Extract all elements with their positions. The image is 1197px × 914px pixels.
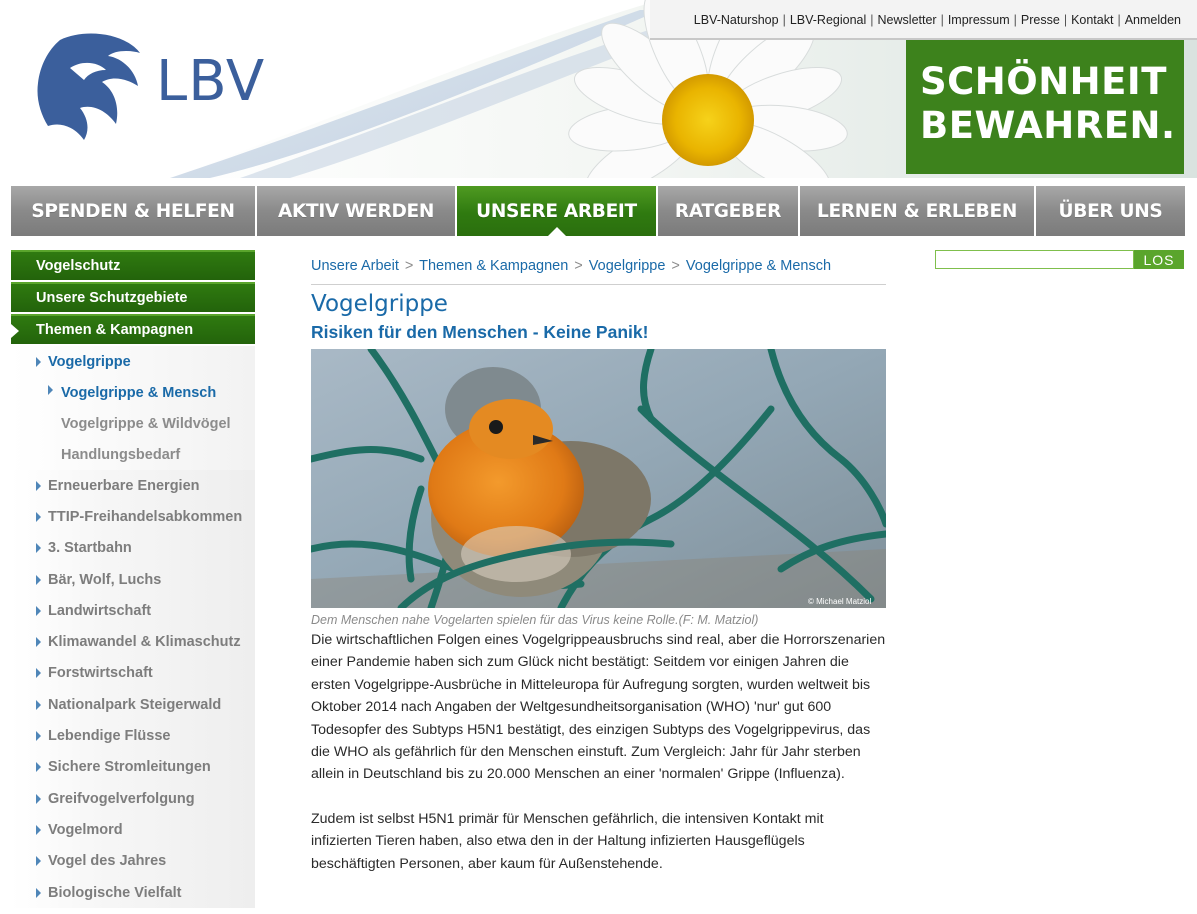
sidebar-item-stromleitungen[interactable] <box>11 752 255 783</box>
sidebar-item-label: Erneuerbare Energien <box>48 477 200 494</box>
sidebar-item-label: 3. Startbahn <box>48 540 132 557</box>
triangle-right-icon <box>36 481 41 491</box>
triangle-right-icon <box>36 606 41 616</box>
triangle-right-icon <box>36 543 41 553</box>
article-paragraph-2: Zudem ist selbst H5N1 primär für Menschen gefährlich, die intensiven Kontakt mit infizierten Tieren haben, also etwa den in der Haltung infizierten Hausgeflügels beschäftigten Personen, aber kaum für Außenstehende. <box>311 810 824 872</box>
nav-spenden-helfen[interactable]: SPENDEN & HELFEN <box>11 186 257 236</box>
photo-caption: Dem Menschen nahe Vogelarten spielen für das Virus keine Rolle.(F: M. Matziol) <box>311 613 759 627</box>
search-submit-button[interactable]: LOS <box>1134 250 1184 269</box>
sidebar-item-label: Sichere Stromleitungen <box>48 759 211 776</box>
sidebar-item-ttip[interactable] <box>11 501 255 532</box>
triangle-right-icon <box>36 794 41 804</box>
sidebar-item-vogel-des-jahres[interactable] <box>11 846 255 877</box>
triangle-right-icon <box>36 825 41 835</box>
sidebar-item-forstwirtschaft[interactable] <box>11 658 255 689</box>
sidebar-item-landwirtschaft[interactable] <box>11 595 255 626</box>
sidebar-subitem-vogelgrippe[interactable] <box>11 346 255 377</box>
nav-aktiv-werden[interactable]: AKTIV WERDEN <box>257 186 457 236</box>
breadcrumb-separator: > <box>404 258 414 274</box>
topnav-impressum-link[interactable]: Impressum <box>947 13 1010 27</box>
sidebar-item-label: Nationalpark Steigerwald <box>48 696 222 713</box>
triangle-right-icon <box>36 762 41 772</box>
triangle-right-icon <box>36 700 41 710</box>
topnav-presse-link[interactable]: Presse <box>1020 13 1060 27</box>
sidebar-item-label: Bär, Wolf, Luchs <box>48 571 162 588</box>
main-content <box>311 250 886 875</box>
topnav-newsletter-link[interactable]: Newsletter <box>877 13 937 27</box>
sidebar-item-greifvogelverfolgung[interactable] <box>11 783 255 814</box>
breadcrumb-vogelgrippe-mensch[interactable]: Vogelgrippe & Mensch <box>685 258 832 274</box>
breadcrumb-separator: > <box>574 258 583 274</box>
sidebar-item-vogelschutz[interactable]: Vogelschutz <box>11 250 255 280</box>
site-header <box>0 0 1197 178</box>
breadcrumb-unsere-arbeit[interactable]: Unsere Arbeit <box>311 258 399 274</box>
sidebar-item-label: TTIP-Freihandelsabkommen <box>48 508 243 525</box>
robin-photo <box>311 349 886 608</box>
sidebar-navigation <box>11 250 255 908</box>
sidebar-subitem-label: Vogelgrippe & Mensch <box>61 384 217 401</box>
sidebar-subitem-vogelgrippe-wildvoegel[interactable]: Vogelgrippe & Wildvögel <box>11 408 255 439</box>
sidebar-item-vogelmord[interactable] <box>11 814 255 845</box>
sidebar-item-lebendige-fluesse[interactable] <box>11 720 255 751</box>
nav-unsere-arbeit[interactable]: UNSERE ARBEIT <box>457 186 658 236</box>
sidebar-item-label: Vogelmord <box>48 821 123 838</box>
triangle-right-icon <box>36 512 41 522</box>
sidebar-item-label: Lebendige Flüsse <box>48 728 171 745</box>
slogan-line-2: BEWAHREN. <box>920 104 1176 147</box>
article-paragraph-1: Die wirtschaftlichen Folgen eines Vogelgrippeausbruchs sind real, aber die Horrorszenarien einer Pandemie haben sich zum Glück nicht bestätigt: Seitdem vor einigen Jahren die ersten Vogelgrippe-Ausbrüche in Mitteleuropa für Aufregung sorgten, wurden weltweit bis Oktober 2014 nach Angaben der Weltgesundheitsorganisation (WHO) 'nur' gut 600 Todesopfer des Subtyps H5N1 bestätigt, des einzigen Subtyps des Vogelgrippevirus, das die WHO als gefährlich für den Menschen einstuft. Zum Vergleich: Jahr für Jahr sterben allein in Deutschland bis zu 20.000 Menschen an einer 'normalen' Grippe (Influenza). <box>311 632 886 783</box>
triangle-right-icon <box>36 731 41 741</box>
triangle-right-icon <box>36 357 41 367</box>
breadcrumb-separator: > <box>671 258 680 274</box>
nav-ueber-uns[interactable]: ÜBER UNS <box>1036 186 1185 236</box>
sidebar-item-label: Klimawandel & Klimaschutz <box>48 634 241 651</box>
nav-ratgeber[interactable]: RATGEBER <box>658 186 800 236</box>
page-title: Vogelgrippe <box>311 291 448 317</box>
logo-text: LBV <box>156 49 266 114</box>
sidebar-item-baer-wolf-luchs[interactable] <box>11 564 255 595</box>
photo-credit: © Michael Matziol <box>808 597 872 606</box>
triangle-right-icon <box>36 888 41 898</box>
triangle-right-icon <box>36 575 41 585</box>
sidebar-item-label: Greifvogelverfolgung <box>48 790 195 807</box>
sidebar-item-schutzgebiete[interactable]: Unsere Schutzgebiete <box>11 282 255 312</box>
breadcrumb <box>311 250 886 285</box>
breadcrumb-vogelgrippe[interactable]: Vogelgrippe <box>588 258 666 274</box>
sidebar-subitem-handlungsbedarf[interactable]: Handlungsbedarf <box>11 439 255 470</box>
sidebar-item-klimawandel[interactable] <box>11 626 255 657</box>
sidebar-item-label: Landwirtschaft <box>48 602 152 619</box>
eagle-logo-icon <box>30 28 155 143</box>
search-input[interactable] <box>935 250 1134 269</box>
topnav-kontakt-link[interactable]: Kontakt <box>1071 13 1114 27</box>
breadcrumb-themen-kampagnen[interactable]: Themen & Kampagnen <box>419 258 569 274</box>
search-box <box>935 250 1184 269</box>
sidebar-item-biologische-vielfalt[interactable] <box>11 877 255 908</box>
sidebar-subitem-label: Vogelgrippe <box>48 353 131 370</box>
triangle-right-icon <box>36 637 41 647</box>
sidebar-subitem-vogelgrippe-mensch[interactable] <box>11 377 255 408</box>
triangle-right-icon <box>48 385 53 395</box>
sidebar-item-label: Biologische Vielfalt <box>48 884 182 901</box>
topnav-naturshop-link[interactable]: LBV-Naturshop <box>693 13 779 27</box>
triangle-right-icon <box>36 856 41 866</box>
sidebar-item-label: Vogel des Jahres <box>48 853 167 870</box>
lbv-logo[interactable] <box>30 28 266 143</box>
nav-lernen-erleben[interactable]: LERNEN & ERLEBEN <box>800 186 1036 236</box>
sidebar-item-label: Forstwirtschaft <box>48 665 153 682</box>
sidebar-item-themen-kampagnen[interactable]: Themen & Kampagnen <box>11 314 255 344</box>
topnav-regional-link[interactable]: LBV-Regional <box>789 13 867 27</box>
header-slogan <box>920 60 1176 148</box>
triangle-right-icon <box>36 668 41 678</box>
slogan-line-1: SCHÖNHEIT <box>920 60 1167 103</box>
sidebar-item-startbahn[interactable] <box>11 533 255 564</box>
top-utility-nav: LBV-Naturshop | LBV-Regional | Newsletter | Impressum | Presse | Kontakt | Anmelden <box>693 13 1181 27</box>
sidebar-item-erneuerbare-energien[interactable] <box>11 470 255 501</box>
sidebar-item-nationalpark[interactable] <box>11 689 255 720</box>
topnav-anmelden-link[interactable]: Anmelden <box>1124 13 1181 27</box>
page-subtitle: Risiken für den Menschen - Keine Panik! <box>311 322 649 342</box>
main-navigation <box>11 186 1185 236</box>
